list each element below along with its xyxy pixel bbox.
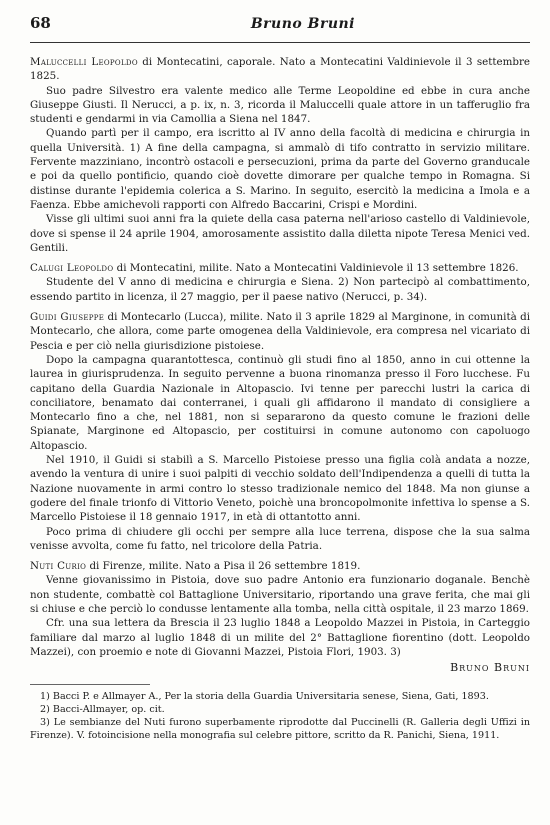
author-signature: Bruno Bruni bbox=[450, 661, 530, 675]
footnote: 2) Bacci-Allmayer, op. cit. bbox=[40, 703, 165, 715]
entry-heading: Calugi Leopoldo di Montecatini, milite. Nato a Montecatini Valdinievole il 13 settembre 1826. bbox=[30, 262, 519, 275]
page-header bbox=[30, 14, 530, 36]
person-name: Maluccelli Leopoldo bbox=[30, 56, 138, 68]
paragraph: Venne giovanissimo in Pistoia, dove suo padre Antonio era funzionario doganale. Benchè non studente, combattè col Battaglione Universitario, riportando una grave ferita, che mai gli si chiuse e che perciò lo condusse lentamente alla tomba, nella città ospitale, il 23 marzo 1869. bbox=[30, 574, 530, 615]
footnotes bbox=[30, 691, 530, 742]
footnote-rule bbox=[30, 684, 150, 685]
person-name: Calugi Leopoldo bbox=[30, 262, 114, 275]
footnote: 1) Bacci P. e Allmayer A., Per la storia della Guardia Universitaria senese, Siena, Gati, 1893. bbox=[40, 691, 489, 703]
header-rule bbox=[30, 42, 530, 43]
main-text bbox=[30, 55, 530, 674]
entry-heading: Maluccelli Leopoldo di Montecatini, caporale. Nato a Montecatini Valdinievole il 3 settembre 1825. bbox=[30, 56, 530, 83]
paragraph: Studente del V anno di medicina e chirurgia e Siena. 2) Non partecipò al combattimento, essendo partito in licenza, il 27 maggio, per il paese nativo (Nerucci, p. 34). bbox=[30, 276, 530, 303]
page-number: 68 bbox=[30, 14, 51, 32]
running-title: Bruno Bruni bbox=[250, 16, 355, 32]
paragraph: Cfr. una sua lettera da Brescia il 23 luglio 1848 a Leopoldo Mazzei in Pistoia, in Carteggio familiare dal marzo al luglio 1848 di un milite del 2° Battaglione fiorentino (dott. Leopoldo Mazzei), con proemio e note di Giovanni Mazzei, Pistoia Flori, 1903. 3) bbox=[30, 617, 530, 658]
person-name: Guidi Giuseppe bbox=[30, 311, 105, 324]
paragraph: Visse gli ultimi suoi anni fra la quiete della casa paterna nell'arioso castello di Valdinievole, dove si spense il 24 aprile 1904, amorosamente assistito dalla diletta nipote Teresa Menici ved. Gentili. bbox=[30, 213, 530, 254]
paragraph: Suo padre Silvestro era valente medico alle Terme Leopoldine ed ebbe in cura anche Giuseppe Giusti. Il Nerucci, a p. ix, n. 3, ricorda il Maluccelli quale attore in un tafferuglio fra studenti e gendarmi in via Camollia a Siena nel 1847. bbox=[30, 84, 530, 126]
person-name: Nuti Curio bbox=[30, 560, 87, 573]
entry-heading: Guidi Giuseppe di Montecarlo (Lucca), milite. Nato il 3 aprile 1829 al Marginone, in comunità di Montecarlo, che allora, come parte omogenea della Valdinievole, era compresa nel vicariato di Pescia e per ciò nella giurisdizione pistoiese. bbox=[30, 311, 530, 352]
paragraph: Nel 1910, il Guidi si stabilì a S. Marcello Pistoiese presso una figlia colà andata a nozze, avendo la ventura di unire i suoi palpiti di vecchio soldato dell'Indipendenza a quelli di tutta la Nazione nuovamente in armi contro lo stesso tradizionale nemico del 1848. Ma non giunse a godere del finale trionfo di Vittorio Veneto, poichè una broncopolmonite infettiva lo spense a S. Marcello Pistoiese il 18 gennaio 1917, in età di ottantotto anni. bbox=[30, 454, 530, 524]
entry-heading: Nuti Curio di Firenze, milite. Nato a Pisa il 26 settembre 1819. bbox=[30, 560, 361, 573]
paragraph: Poco prima di chiudere gli occhi per sempre alla luce terrena, dispose che la sua salma venisse avvolta, come fu fatto, nel tricolore della Patria. bbox=[30, 525, 530, 552]
paragraph: Dopo la campagna quarantottesca, continuò gli studi fino al 1850, anno in cui ottenne la laurea in giurisprudenza. In seguito pervenne a buona rinomanza presso il Foro lucchese. Fu capitano della Guardia Nazionale in Altopascio. Ivi tenne per parecchi lustri la carica di conciliatore, benamato dai conterranei, i quali gli affidarono il mandato di consigliere a Montecarlo fino a che, nel 1881, non si separarono da questo comune le frazioni delle Spianate, Marginone ed Altopascio, per costituirsi in comune autonomo con capoluogo Altopascio. bbox=[30, 353, 530, 452]
footnote: 3) Le sembianze del Nuti furono superbamente riprodotte dal Puccinelli (R. Galleria degli Uffizi in Firenze). V. fotoincisione nella monografia sul celebre pittore, scritto da R. Panichi, Siena, 1911. bbox=[30, 716, 530, 741]
paragraph: Quando partì per il campo, era iscritto al IV anno della facoltà di medicina e chirurgia in quella Università. 1) A fine della campagna, si ammalò di tifo contratto in servizio militare. Fervente mazziniano, incontrò ostacoli e persecuzioni, prima da parte del Governo granducale e poi da quello pontificio, quando cioè dovette dimorare per qualche tempo in Romagna. Si distinse durante l'epidemia colerica a S. Marino. In seguito, esercitò la medicina a Imola e a Faenza. Ebbe amichevoli rapporti con Alfredo Baccarini, Crispi e Mordini. bbox=[30, 127, 530, 211]
